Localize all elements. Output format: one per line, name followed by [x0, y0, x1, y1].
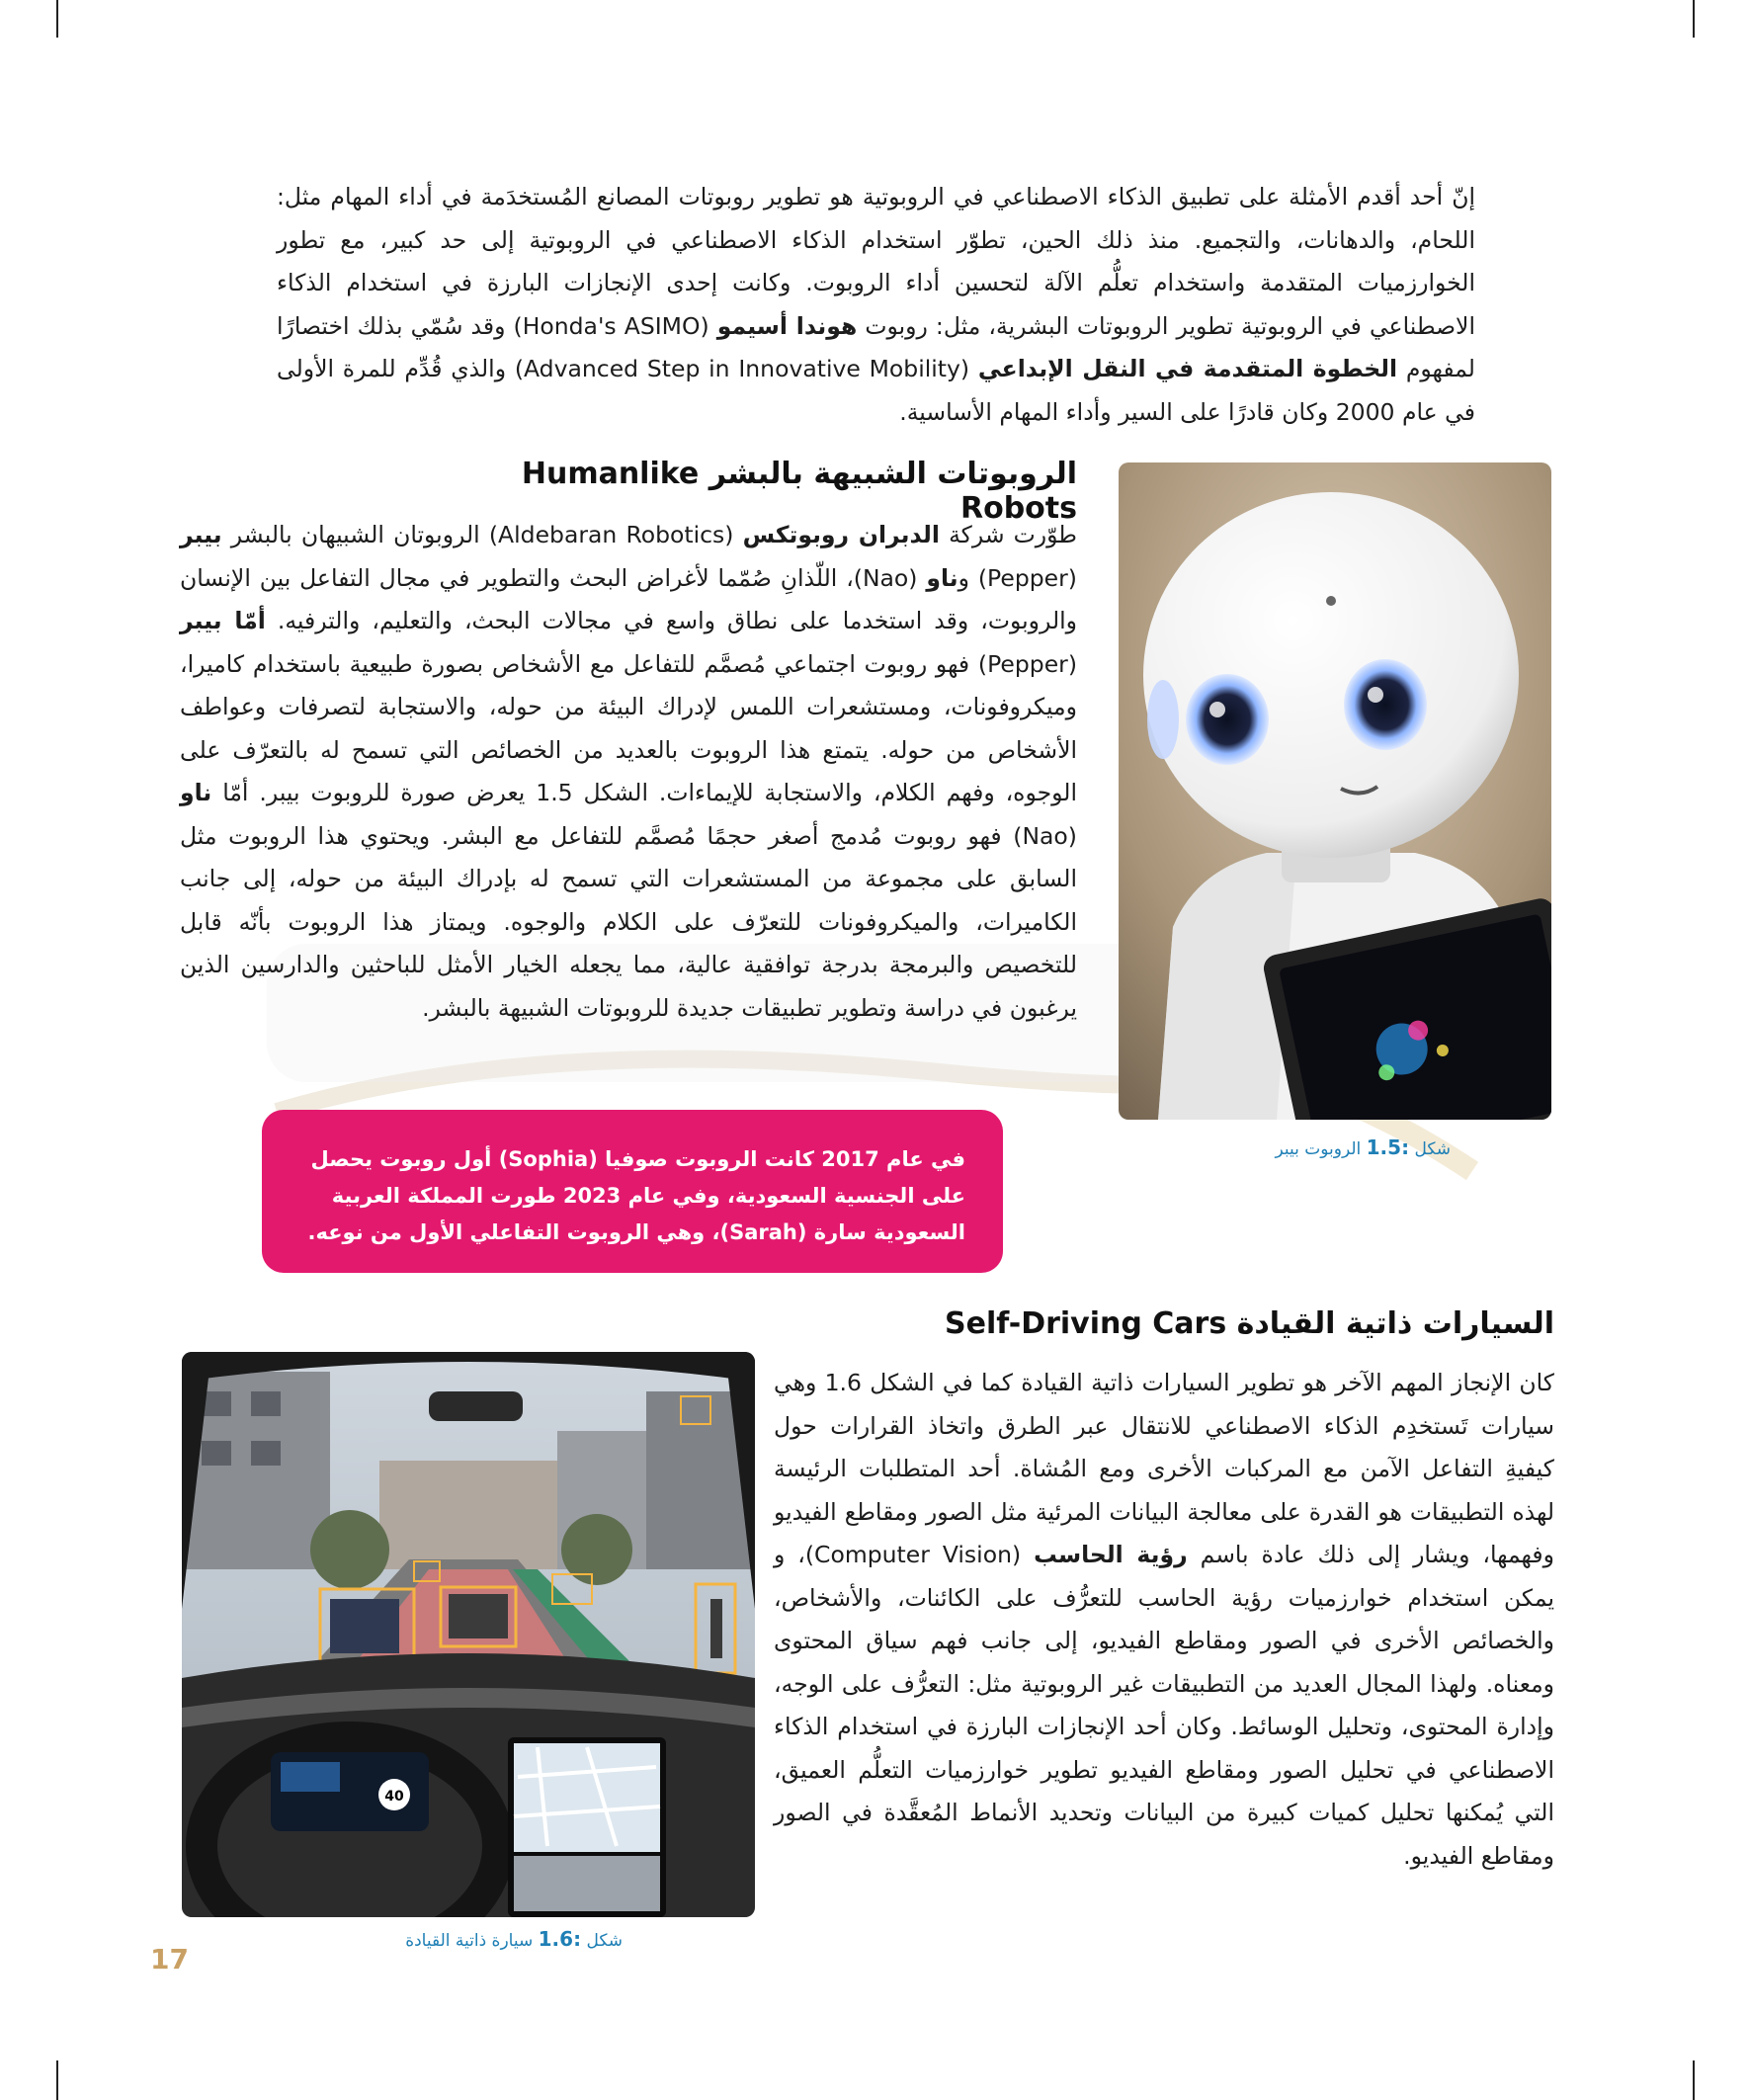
pepper-term: أمّا بيبر [180, 607, 266, 634]
note-text: أول روبوت يحصل على الجنسية السعودية، وفي عام 2023 طورت المملكة العربية السعودية سارة [310, 1147, 965, 1244]
honda-asimo-term: هوندا أسيمو [716, 311, 858, 340]
computer-vision-term: رؤية الحاسب [1034, 1541, 1188, 1568]
humanlike-robots-paragraph [180, 514, 1077, 1030]
note-text: ، وهي الروبوت التفاعلي الأول من نوعه. [307, 1220, 720, 1244]
aldebaran-english: (Aldebaran Robotics) [488, 521, 734, 548]
pepper-robot-illustration [1119, 462, 1551, 1120]
caption-text: سيارة ذاتية القيادة [405, 1931, 534, 1951]
intro-text: والذي قُدِّم للمرة الأولى في عام 2000 وكان قادرًا على السير وأداء المهام الأساسية. [277, 355, 1475, 426]
caption-number: 1.5: [1366, 1135, 1410, 1159]
pepper-term: بيبر [180, 521, 222, 548]
caption-label: شكل [1414, 1139, 1451, 1159]
crop-mark [1693, 2060, 1695, 2100]
body-text: طوّرت شركة [949, 521, 1077, 548]
caption-number: 1.6: [538, 1927, 582, 1951]
page-number: 17 [150, 1943, 189, 1975]
crop-mark [56, 0, 58, 38]
aldebaran-term: الدبران روبوتكس [742, 521, 940, 548]
sophia-english: (Sophia) [498, 1147, 598, 1171]
nao-term: ناو [926, 563, 958, 592]
body-text: فهو روبوت مُدمج أصغر حجمًا مُصمَّم للتفاعل مع البشر. ويحتوي هذا الروبوت مثل السابق على مجموعة من المستشعرات التي تسمح له بإدراك البيئة من حوله، إلى جانب الكاميرات، والميكروفونات للتعرّف على الكلام والوجوه. ويمتاز هذا الروبوت بأنّه قابل للتخصيص والبرمجة بدرجة توافقية عالية، مما يجعله الخيار الأمثل للباحثين والدارسين الذين يرغبون في دراسة وتطوير تطبيقات جديدة للروبوتات الشبيهة بالبشر. [180, 821, 1077, 1022]
heading-english: Self-Driving Cars [944, 1306, 1227, 1341]
intro-text: وقد سُمّي بذلك اختصارًا لمفهوم [277, 311, 1475, 382]
info-note-box [262, 1110, 1003, 1273]
body-text: الروبوتان الشبيهان بالبشر [230, 521, 480, 548]
crop-mark [1693, 0, 1695, 38]
figure-1-5-caption [1144, 1135, 1451, 1159]
caption-text: الروبوت بيبر [1275, 1139, 1362, 1159]
nao-english: (Nao) [853, 563, 918, 592]
self-driving-paragraph [774, 1362, 1554, 1878]
note-text: في عام 2017 كانت الروبوت صوفيا [605, 1147, 965, 1171]
pepper-robot-photo [1119, 462, 1551, 1120]
heading-english: Humanlike Robots [521, 457, 1077, 526]
body-text: فهو روبوت اجتماعي مُصمَّم للتفاعل مع الأشخاص بصورة طبيعية باستخدام كاميرا، وميكروفونات، ومستشعرات اللمس لإدراك البيئة من حوله، والاستجابة لتصرفات وعواطف الأشخاص من حوله. يتمتع هذا الروبوت بالعديد من الخصائص التي تسمح له بالتعرّف على الوجوه، وفهم الكلام، والاستجابة للإيماءات. الشكل 1.5 يعرض صورة للروبوت بيبر. أمّا [180, 649, 1077, 806]
body-text: و [958, 563, 969, 592]
sarah-english: (Sarah) [719, 1220, 807, 1244]
pepper-english: (Pepper) [977, 563, 1077, 592]
body-text: ، و يمكن استخدام خوارزميات رؤية الحاسب للتعرُّف على الكائنات، والأشخاص، والخصائص الأخرى في الصور ومقاطع الفيديو، إلى جانب فهم سياق المحتوى ومعناه. ولهذا المجال العديد من التطبيقات غير الروبوتية مثل: التعرُّف على الوجه، وإدارة المحتوى، وتحليل الوسائط. وكان أحد الإنجازات البارزة في استخدام الذكاء الاصطناعي في تحليل الصور ومقاطع الفيديو تطوير خوارزميات التعلُّم العميق، التي يُمكنها تحليل كميات كبيرة من البيانات وتحديد الأنماط المُعقَّدة في الصور ومقاطع الفيديو. [774, 1541, 1554, 1870]
intro-text: إنّ أحد أقدم الأمثلة على تطبيق الذكاء الاصطناعي في الروبوتية هو تطوير روبوتات المصانع المُستخدَمة في أداء المهام مثل: اللحام، والدهانات، والتجميع. منذ ذلك الحين، تطوّر استخدام الذكاء الاصطناعي في الروبوتية إلى حد كبير، مع تطور الخوارزميات المتقدمة واستخدام تعلُّم الآلة لتحسين أداء الروبوت. وكانت إحدى الإنجازات البارزة في استخدام الذكاء الاصطناعي في الروبوتية تطوير الروبوتات البشرية، مثل: روبوت [277, 183, 1475, 340]
nao-english: (Nao) [1013, 821, 1077, 850]
figure-1-6-caption [336, 1927, 623, 1951]
advanced-step-english: (Advanced Step in Innovative Mobility) [514, 355, 970, 382]
nao-term: ناو [180, 779, 212, 806]
heading-arabic: السيارات ذاتية القيادة [1236, 1306, 1554, 1341]
heading-arabic: الروبوتات الشبيهة بالبشر [708, 457, 1077, 491]
body-text: كان الإنجاز المهم الآخر هو تطوير السيارات ذاتية القيادة كما في الشكل 1.6 وهي سيارات تَستخدِم الذكاء الاصطناعي للانتقال عبر الطرق واتخاذ القرارات حول كيفيةِ التفاعل الآمن مع المركبات الأخرى ومع المُشاة. أحد المتطلبات الرئيسة لهذه التطبيقات هو القدرة على معالجة البيانات المرئية مثل الصور ومقاطع الفيديو وفهمها، ويشار إلى ذلك عادة باسم [774, 1369, 1554, 1568]
honda-asimo-english: (Honda's ASIMO) [513, 311, 709, 340]
section-heading-self-driving-cars [761, 1306, 1554, 1341]
self-driving-car-illustration [182, 1352, 755, 1917]
crop-mark [56, 2060, 58, 2100]
caption-label: شكل [586, 1931, 623, 1951]
intro-paragraph [277, 176, 1475, 434]
pepper-english: (Pepper) [977, 649, 1077, 678]
speed-limit-display: 40 [384, 1789, 404, 1805]
advanced-step-term: الخطوة المتقدمة في النقل الإبداعي [977, 355, 1398, 382]
body-text: ، اللّذانِ صُمّما لأغراض البحث والتطوير في مجال التفاعل بين الإنسان والروبوت، وقد استخدما على نطاق واسع في مجالات البحث، والتعليم، والترفيه. [180, 563, 1077, 634]
self-driving-car-photo [182, 1352, 755, 1917]
computer-vision-english: (Computer Vision) [804, 1541, 1022, 1568]
